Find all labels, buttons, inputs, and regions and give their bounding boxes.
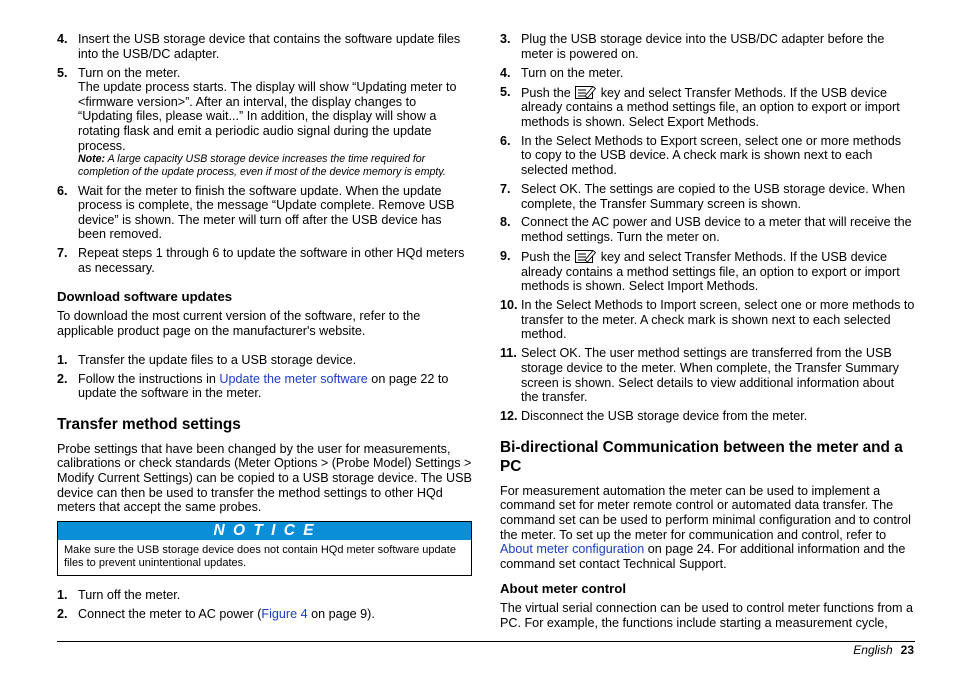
step-number: 11.: [500, 346, 517, 361]
figure-4-link[interactable]: Figure 4: [261, 606, 308, 621]
about-meter-control-heading: About meter control: [500, 581, 627, 597]
step-text-pre: Push the: [521, 85, 575, 100]
notice-title: N O T I C E: [58, 522, 471, 540]
step-number: 5.: [500, 84, 511, 99]
download-step-2: [57, 372, 472, 401]
step-4: [57, 32, 472, 61]
download-heading: Download software updates: [57, 289, 233, 305]
step-text-pre: Follow the instructions in: [78, 371, 220, 386]
step-number: 7.: [57, 246, 68, 261]
transfer-step-1: [57, 588, 472, 603]
step-number: 1.: [57, 587, 68, 602]
right-step-4: [500, 66, 915, 81]
step-number: 7.: [500, 181, 511, 196]
note-label: Note:: [78, 153, 106, 166]
step-number: 4.: [57, 32, 68, 46]
notice-body: Make sure the USB storage device does not contain HQd meter software update files to prevent unintentional updates.: [64, 543, 456, 569]
step-number: 8.: [500, 215, 511, 230]
step-text-post: key and select Transfer Methods. If the USB device already contains a method settings file, an option to export or import methods is shown. Select Export Methods.: [521, 85, 900, 129]
step-number: 1.: [57, 352, 68, 367]
step-text: Turn off the meter.: [78, 587, 181, 602]
step-number: 10.: [500, 298, 518, 313]
footer-language: English: [853, 643, 893, 657]
step-6: [57, 184, 472, 242]
step-text: Transfer the update files to a USB storage device.: [78, 352, 357, 367]
step-text: Plug the USB storage device into the USB/DC adapter before the meter is powered on.: [521, 32, 885, 61]
step-text: Select OK. The settings are copied to the USB storage device. When complete, the Transfer Summary screen is shown.: [521, 181, 906, 211]
menu-key-icon: [575, 249, 596, 263]
step-number: 4.: [500, 65, 511, 80]
step-number: 12.: [500, 409, 518, 424]
bidir-text-pre: For measurement automation the meter can be used to implement a command set for meter remote control or automated data transfer. The command set can be used to perform minimal configuration and to control the meter. To set up the meter for communication and control, refer to: [500, 483, 911, 542]
right-column: [500, 32, 915, 635]
step-text: Disconnect the USB storage device from the meter.: [521, 409, 808, 424]
note-text: A large capacity USB storage device increases the time required for completion of the update process, even if most of the device memory is empty.: [78, 153, 446, 179]
step-number: 6.: [57, 183, 68, 198]
notice-box: [57, 521, 472, 576]
step-text-post: on page 22 to update the software in the meter.: [78, 371, 449, 401]
step-text: Repeat steps 1 through 6 to update the software in other HQd meters as necessary.: [78, 246, 465, 275]
right-step-7: [500, 182, 915, 211]
bidir-text-post: on page 24. For additional information and the command set contact Technical Support.: [500, 542, 906, 571]
step-text: Insert the USB storage device that contains the software update files into the USB/DC adapter.: [78, 32, 461, 61]
step-text-post: key and select Transfer Methods. If the USB device already contains a method settings file, an option to export or import methods is shown. Select Import Methods.: [521, 250, 900, 294]
page-footer: [853, 643, 914, 657]
step-text-detail: The update process starts. The display will show “Updating meter to <firmware version>”. After an interval, the display changes to “Updating files, please wait...” In addition, the display will show a rotating flask and emit a periodic audio signal during the update process.: [78, 80, 457, 153]
right-step-11: [500, 346, 915, 404]
right-step-9: [500, 249, 915, 294]
download-step-1: [57, 353, 472, 368]
step-number: 3.: [500, 32, 511, 46]
step-7: [57, 246, 472, 275]
step-number: 2.: [57, 606, 68, 621]
transfer-step-2: [57, 607, 472, 622]
step-text: Turn on the meter.: [78, 65, 181, 80]
transfer-paragraph: Probe settings that have been changed by the user for measurements, calibrations or check standards (Meter Options > (Probe Model) Settings > Modify Current Settings) can be copied to a USB storage device. The USB device can then be used to transfer the method settings to other HQd meters that accept the same probes.: [57, 441, 472, 515]
meter-configuration-link[interactable]: About meter configuration: [500, 542, 645, 557]
step-text: Wait for the meter to finish the software update. When the update process is complete, the message “Update complete. Remove USB device” is shown. The meter will turn off after the USB device has been removed.: [78, 183, 455, 242]
step-text: In the Select Methods to Export screen, select one or more methods to copy to the USB device. A check mark is shown next to each selected method.: [521, 133, 902, 177]
right-step-6: [500, 134, 915, 178]
step-text-pre: Connect the meter to AC power (: [78, 606, 262, 621]
right-step-3: [500, 32, 915, 61]
bidirectional-heading: Bi-directional Communication between the meter and a PC: [500, 438, 903, 475]
page-number: 23: [900, 643, 914, 657]
menu-key-icon: [575, 85, 596, 99]
step-text: Turn on the meter.: [521, 65, 624, 80]
step-5: [57, 66, 472, 180]
step-number: 9.: [500, 249, 511, 264]
step-text: Select OK. The user method settings are transferred from the USB storage device to the meter. When complete, the Transfer Summary screen is shown. Select details to view additional information about the transfer.: [521, 346, 899, 405]
step-number: 2.: [57, 371, 68, 386]
transfer-heading: Transfer method settings: [57, 415, 241, 433]
note: [78, 153, 472, 179]
step-text: Connect the AC power and USB device to a meter that will receive the method settings. Turn the meter on.: [521, 215, 912, 245]
download-paragraph: To download the most current version of the software, refer to the applicable product page on the manufacturer's website.: [57, 309, 421, 339]
right-step-12: [500, 409, 915, 424]
right-step-8: [500, 215, 915, 244]
right-step-10: [500, 298, 915, 342]
update-software-link[interactable]: Update the meter software: [219, 371, 368, 386]
step-text: In the Select Methods to Import screen, select one or more methods to transfer to the meter. A check mark is shown next to each selected method.: [521, 298, 915, 342]
step-text-pre: Push the: [521, 250, 575, 265]
footer-divider: [57, 641, 915, 642]
about-meter-control-paragraph: The virtual serial connection can be used to control meter functions from a PC. For example, the functions include starting a measurement cycle,: [500, 601, 914, 630]
step-text-post: on page 9).: [307, 606, 375, 621]
left-column: [57, 32, 472, 626]
bidirectional-paragraph: [500, 484, 915, 572]
right-step-5: [500, 85, 915, 130]
step-number: 6.: [500, 133, 511, 148]
step-number: 5.: [57, 65, 68, 80]
